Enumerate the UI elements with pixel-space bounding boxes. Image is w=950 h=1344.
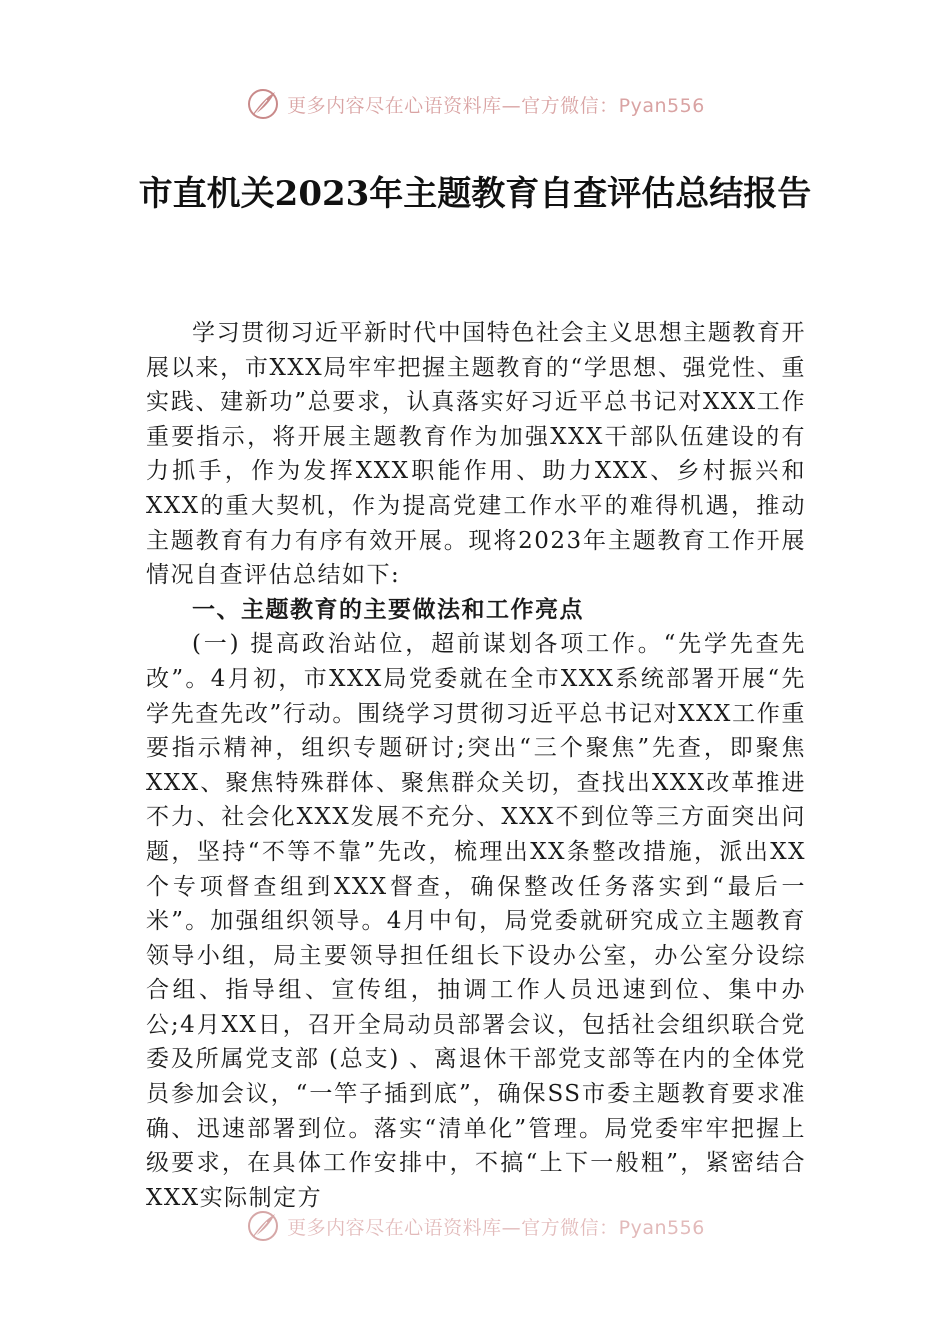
watermark-text: 更多内容尽在心语资料库—官方微信：Pyan556 xyxy=(287,94,705,117)
document-body xyxy=(146,316,806,1215)
section-heading: 一、主题教育的主要做法和工作亮点 xyxy=(192,596,584,623)
section-paragraph: (一) 提高政治站位，超前谋划各项工作。“先学先查先改”。4月初，市XXX局党委就在全市XXX系统部署开展“先学先查先改”行动。围绕学习贯彻习近平总书记对XXX工作重要指示精神，组织专题研讨;突出“三个聚焦”先查，即聚焦XXX、聚焦特殊群体、聚焦群众关切，查找出XXX改革推进不力、社会化XXX发展不充分、XXX不到位等三方面突出问题，坚持“不等不靠”先改，梳理出XX条整改措施，派出XX个专项督查组到XXX督查，确保整改任务落实到“最后一米”。加强组织领导。4月中旬，局党委就研究成立主题教育领导小组，局主要领导担任组长下设办公室，办公室分设综合组、指导组、宣传组，抽调工作人员迅速到位、集中办公;4月XX日，召开全局动员部署会议，包括社会组织联合党委及所属党支部 (总支) 、离退休干部党支部等在内的全体党员参加会议，“一竿子插到底”，确保SS市委主题教育要求准确、迅速部署到位。落实“清单化”管理。局党委牢牢把握上级要求，在具体工作安排中，不搞“上下一般粗”，紧密结合XXX实际制定方 xyxy=(146,631,806,1211)
document-title: 市直机关2023年主题教育自查评估总结报告 xyxy=(138,174,812,214)
feather-logo-icon xyxy=(245,1208,281,1244)
watermark-header xyxy=(0,86,950,122)
feather-logo-icon xyxy=(245,86,281,122)
watermark-text: 更多内容尽在心语资料库—官方微信：Pyan556 xyxy=(287,1216,705,1239)
watermark-footer xyxy=(0,1208,950,1244)
intro-paragraph: 学习贯彻习近平新时代中国特色社会主义思想主题教育开展以来，市XXX局牢牢把握主题教育的“学思想、强党性、重实践、建新功”总要求，认真落实好习近平总书记对XXX工作重要指示，将开展主题教育作为加强XXX干部队伍建设的有力抓手，作为发挥XXX职能作用、助力XXX、乡村振兴和XXX的重大契机，作为提高党建工作水平的难得机遇，推动主题教育有力有序有效开展。现将2023年主题教育工作开展情况自查评估总结如下: xyxy=(146,320,806,589)
